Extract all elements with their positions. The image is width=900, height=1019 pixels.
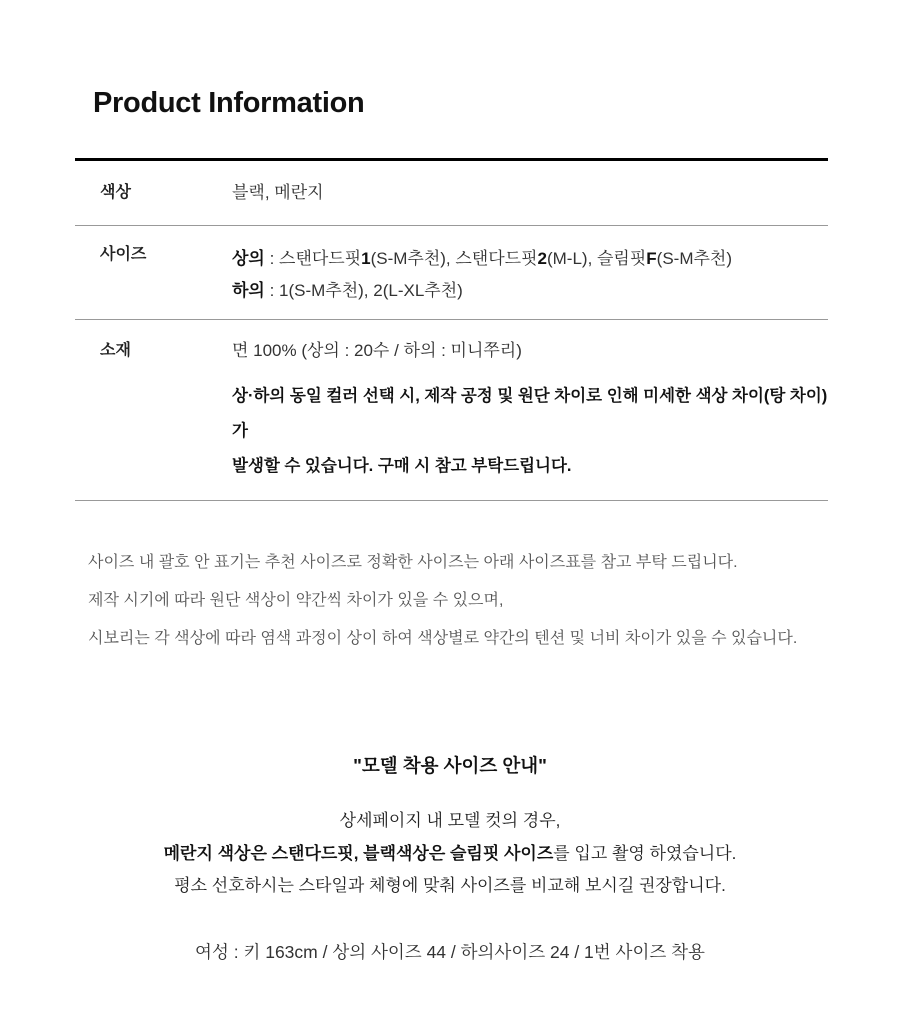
- size-guide-notes: [88, 544, 840, 658]
- size-row-label: 사이즈: [100, 246, 147, 263]
- table-row-size: [75, 226, 828, 320]
- product-info-table: [75, 158, 828, 501]
- model-para-line2: 메란지 색상은 스탠다드핏, 블랙색상은 슬림핏 사이즈를 입고 촬영 하였습니다.: [163, 843, 737, 863]
- model-size-paragraph: [0, 805, 900, 903]
- color-row-label: 색상: [100, 184, 131, 201]
- note-line-3: 시보리는 각 색상에 따라 염색 과정이 상이 하여 색상별로 약간의 텐션 및 너비 차이가 있을 수 있습니다.: [88, 630, 798, 647]
- size-top-line: 상의 : 스탠다드핏1(S-M추천), 스탠다드핏2(M-L), 슬림핏F(S-M추천): [232, 249, 732, 268]
- material-composition: 면 100% (상의 : 20수 / 하의 : 미니쭈리): [232, 341, 522, 360]
- model-measurements: 여성 : 키 163cm / 상의 사이즈 44 / 하의사이즈 24 / 1번 사이즈 착용: [195, 941, 705, 962]
- color-row-value: 블랙, 메란지: [232, 183, 324, 202]
- size-bottom-line: 하의 : 1(S-M추천), 2(L-XL추천): [232, 281, 463, 300]
- material-note-line1: 상·하의 동일 컬러 선택 시, 제작 공정 및 원단 차이로 인해 미세한 색상 차이(탕 차이)가: [232, 387, 828, 440]
- table-row-material: [75, 320, 828, 501]
- table-row-color: [75, 161, 828, 226]
- model-size-section: [0, 753, 900, 964]
- note-line-1: 사이즈 내 괄호 안 표기는 추천 사이즈로 정확한 사이즈는 아래 사이즈표를 참고 부탁 드립니다.: [88, 554, 738, 571]
- material-row-value: [232, 339, 828, 484]
- size-row-value: [232, 243, 828, 307]
- model-size-heading: "모델 착용 사이즈 안내": [353, 755, 547, 776]
- material-note: [232, 379, 828, 484]
- page-title: Product Information: [93, 87, 365, 119]
- note-line-2: 제작 시기에 따라 원단 색상이 약간씩 차이가 있을 수 있으며,: [88, 592, 504, 609]
- material-note-line2: 발생할 수 있습니다. 구매 시 참고 부탁드립니다.: [232, 457, 572, 475]
- model-para-line3: 평소 선호하시는 스타일과 체형에 맞춰 사이즈를 비교해 보시길 권장합니다.: [174, 876, 726, 895]
- model-para-line1: 상세페이지 내 모델 컷의 경우,: [339, 811, 561, 830]
- material-row-label: 소재: [100, 342, 131, 359]
